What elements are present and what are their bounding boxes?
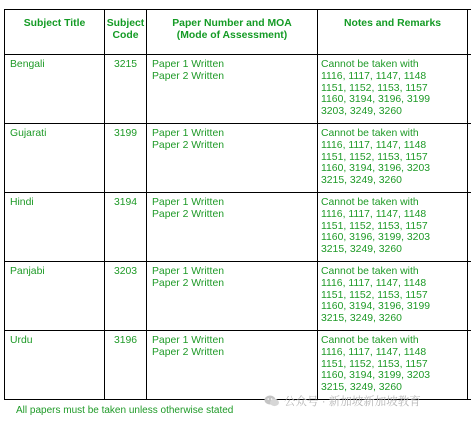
paper-line: Paper 2 Written — [152, 139, 224, 151]
watermark — [264, 393, 421, 409]
notes-line: Cannot be taken with — [321, 266, 419, 277]
paper-moa-cell — [147, 124, 318, 193]
extra-cell — [468, 124, 471, 193]
notes-line: 1116, 1117, 1147, 1148 — [321, 277, 427, 289]
paper-line: Paper 1 Written — [152, 59, 224, 70]
notes-cell — [318, 262, 468, 331]
table-row — [5, 124, 471, 193]
table-row — [5, 55, 471, 124]
subject-title-cell: Bengali — [5, 55, 105, 124]
header-notes-remarks: Notes and Remarks — [318, 10, 468, 55]
notes-cell — [318, 331, 468, 400]
table-row — [5, 331, 471, 400]
notes-line: 1160, 3194, 3196, 3199 — [321, 94, 431, 106]
paper-line: Paper 1 Written — [152, 128, 224, 139]
notes-line: 1151, 1152, 1153, 1157 — [321, 358, 428, 370]
paper-moa-cell — [147, 193, 318, 262]
notes-line: 1116, 1117, 1147, 1148 — [321, 139, 427, 151]
subject-code-cell: 3194 — [105, 193, 147, 262]
notes-line: 1160, 3194, 3196, 3203 — [321, 163, 431, 175]
notes-line: Cannot be taken with — [321, 128, 419, 139]
notes-line: 1160, 3194, 3199, 3203 — [321, 370, 431, 382]
notes-line: Cannot be taken with — [321, 59, 419, 70]
notes-line: 3203, 3249, 3260 — [321, 106, 402, 118]
extra-cell — [468, 55, 471, 124]
header-extra-column — [468, 10, 471, 55]
table-row — [5, 262, 471, 331]
header-paper-moa: Paper Number and MOA (Mode of Assessment) — [147, 10, 318, 55]
paper-line: Paper 2 Written — [152, 346, 224, 358]
notes-cell — [318, 193, 468, 262]
subject-code-cell: 3196 — [105, 331, 147, 400]
extra-cell — [468, 331, 471, 400]
notes-line: 1151, 1152, 1153, 1157 — [321, 289, 428, 301]
notes-line: 3215, 3249, 3260 — [321, 175, 402, 187]
notes-line: 3215, 3249, 3260 — [321, 382, 402, 394]
extra-cell — [468, 193, 471, 262]
notes-line: 1151, 1152, 1153, 1157 — [321, 82, 428, 94]
subject-code-cell: 3203 — [105, 262, 147, 331]
notes-line: 1116, 1117, 1147, 1148 — [321, 208, 427, 220]
notes-line: 1116, 1117, 1147, 1148 — [321, 346, 427, 358]
paper-moa-cell — [147, 55, 318, 124]
paper-line: Paper 1 Written — [152, 197, 224, 208]
paper-moa-cell — [147, 262, 318, 331]
paper-line: Paper 2 Written — [152, 208, 224, 220]
notes-line: 1160, 3196, 3199, 3203 — [321, 232, 431, 244]
notes-cell — [318, 124, 468, 193]
notes-line: 1116, 1117, 1147, 1148 — [321, 70, 427, 82]
subject-code-cell: 3199 — [105, 124, 147, 193]
notes-line: 1160, 3194, 3196, 3199 — [321, 301, 431, 313]
footnote: All papers must be taken unless otherwise stated — [16, 405, 234, 416]
table-row — [5, 193, 471, 262]
paper-line: Paper 1 Written — [152, 266, 224, 277]
paper-line: Paper 2 Written — [152, 70, 224, 82]
subjects-table — [4, 9, 471, 400]
subject-title-cell: Hindi — [5, 193, 105, 262]
notes-line: 3215, 3249, 3260 — [321, 313, 402, 325]
wechat-icon — [264, 393, 280, 409]
notes-line: Cannot be taken with — [321, 197, 419, 208]
subject-code-cell: 3215 — [105, 55, 147, 124]
notes-line: 1151, 1152, 1153, 1157 — [321, 151, 428, 163]
paper-line: Paper 1 Written — [152, 335, 224, 346]
header-subject-title: Subject Title — [5, 10, 105, 55]
subject-title-cell: Gujarati — [5, 124, 105, 193]
subject-title-cell: Urdu — [5, 331, 105, 400]
extra-cell — [468, 262, 471, 331]
notes-line: 1151, 1152, 1153, 1157 — [321, 220, 428, 232]
header-subject-code: Subject Code — [105, 10, 147, 55]
paper-moa-cell — [147, 331, 318, 400]
table-header-row — [5, 10, 471, 55]
notes-cell — [318, 55, 468, 124]
notes-line: Cannot be taken with — [321, 335, 419, 346]
paper-line: Paper 2 Written — [152, 277, 224, 289]
subject-title-cell: Panjabi — [5, 262, 105, 331]
notes-line: 3215, 3249, 3260 — [321, 244, 402, 256]
watermark-text: 公众号 · 新加坡新加坡教育 — [284, 396, 421, 408]
